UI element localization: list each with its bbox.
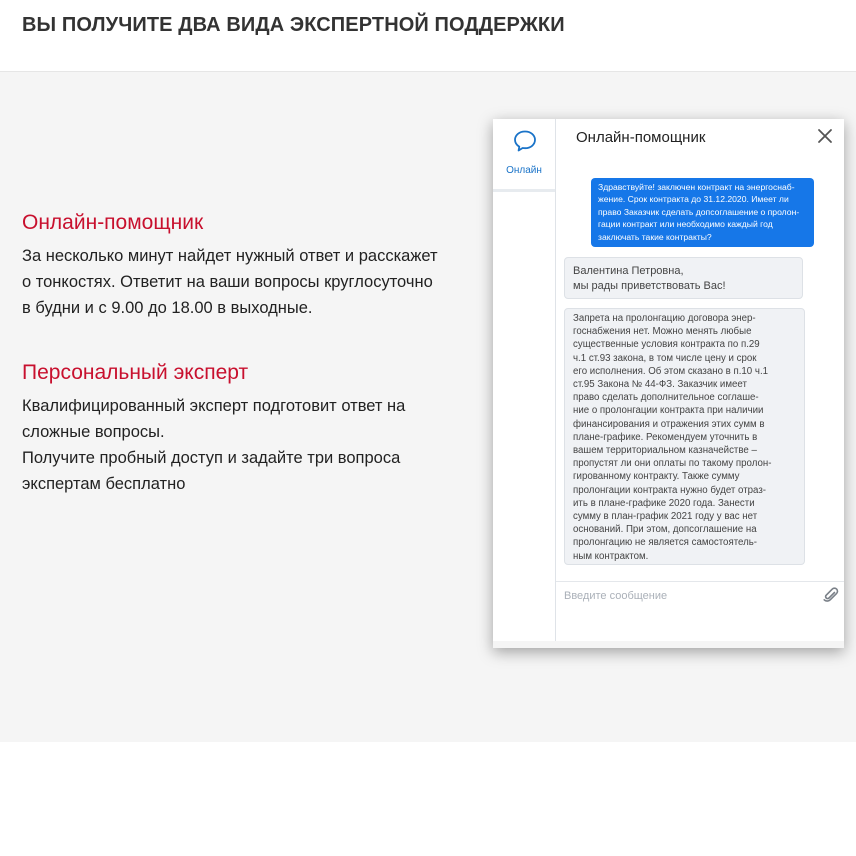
page-title: ВЫ ПОЛУЧИТЕ ДВА ВИДА ЭКСПЕРТНОЙ ПОДДЕРЖКИ bbox=[22, 14, 565, 36]
online-assistant-title: Онлайн-помощник bbox=[22, 211, 204, 234]
greeting-message bbox=[564, 257, 803, 299]
personal-expert-description bbox=[22, 393, 482, 497]
chat-bubble-icon bbox=[513, 129, 537, 158]
message-line: право Заказчик сделать допсоглашение о пролон- bbox=[598, 206, 800, 217]
message-line: ить в плане-графике 2020 года. Занести bbox=[573, 497, 755, 509]
message-line: госнабжения нет. Можно менять любые bbox=[573, 326, 752, 338]
message-line: плане-графике. Рекомендуем уточнить в bbox=[573, 431, 758, 443]
message-line: гированному контракту. Также сумму bbox=[573, 471, 740, 483]
message-line: жение. Срок контракта до 31.12.2020. Имеет ли bbox=[598, 194, 789, 205]
message-line: пролонгацию не является самостоятель- bbox=[573, 537, 758, 549]
tab-online[interactable] bbox=[493, 119, 555, 192]
close-icon[interactable] bbox=[816, 127, 834, 145]
message-line: заключать такие контракты? bbox=[598, 231, 712, 242]
message-line: Валентина Петровна, bbox=[573, 265, 684, 277]
message-line: вашем территориальном казначействе – bbox=[573, 445, 757, 457]
tab-online-label: Онлайн bbox=[506, 165, 542, 176]
description-line: Квалифицированный эксперт подготовит ответ на bbox=[22, 397, 406, 415]
personal-expert-title: Персональный эксперт bbox=[22, 361, 249, 384]
description-line: о тонкостях. Ответит на ваши вопросы круглосуточно bbox=[22, 273, 433, 291]
chat-sidebar bbox=[493, 119, 556, 641]
chat-input-area bbox=[556, 581, 844, 642]
answer-message bbox=[564, 308, 805, 565]
online-assistant-description bbox=[22, 243, 482, 321]
message-line: сумму в план-график 2021 году у вас нет bbox=[573, 511, 758, 523]
message-line: ст.95 Закона № 44-ФЗ. Заказчик имеет bbox=[573, 379, 747, 391]
message-line: Запрета на пролонгацию договора энер- bbox=[573, 313, 756, 324]
outgoing-message bbox=[591, 178, 814, 247]
message-line: право сделать дополнительное соглаше- bbox=[573, 392, 759, 404]
message-line: финансирования и отражения этих сумм в bbox=[573, 418, 765, 430]
message-line: мы рады приветствовать Вас! bbox=[573, 280, 726, 292]
message-line: гации контракт или необходимо каждый год bbox=[598, 219, 773, 230]
message-line: ние о пролонгации контракта при наличии bbox=[573, 405, 764, 417]
description-line: в будни и с 9.00 до 18.00 в выходные. bbox=[22, 299, 313, 317]
message-line: пролонгации контракта нужно будет отраз- bbox=[573, 484, 766, 496]
chat-title: Онлайн-помощник bbox=[576, 129, 706, 146]
chat-bottom-strip bbox=[493, 641, 844, 648]
message-line: существенные условия контракта по п.29 bbox=[573, 339, 760, 351]
message-line: его исполнения. Об этом сказано в п.10 ч.1 bbox=[573, 365, 769, 377]
description-line: За несколько минут найдет нужный ответ и расскажет bbox=[22, 247, 438, 265]
message-line: оснований. При этом, допсоглашение на bbox=[573, 524, 757, 536]
message-line: ч.1 ст.93 закона, в том числе цену и срок bbox=[573, 352, 757, 364]
message-line: ным контрактом. bbox=[573, 550, 649, 562]
description-line: сложные вопросы. bbox=[22, 423, 165, 441]
page-header bbox=[0, 0, 856, 72]
message-line: Здравствуйте! заключен контракт на энергоснаб- bbox=[598, 182, 795, 192]
message-line: пропустят ли они оплаты по такому пролон- bbox=[573, 458, 772, 470]
paperclip-icon[interactable] bbox=[822, 586, 840, 604]
chat-widget bbox=[493, 119, 844, 648]
description-line: Получите пробный доступ и задайте три вопроса bbox=[22, 449, 401, 467]
description-line: экспертам бесплатно bbox=[22, 475, 186, 493]
message-input[interactable] bbox=[562, 584, 816, 608]
